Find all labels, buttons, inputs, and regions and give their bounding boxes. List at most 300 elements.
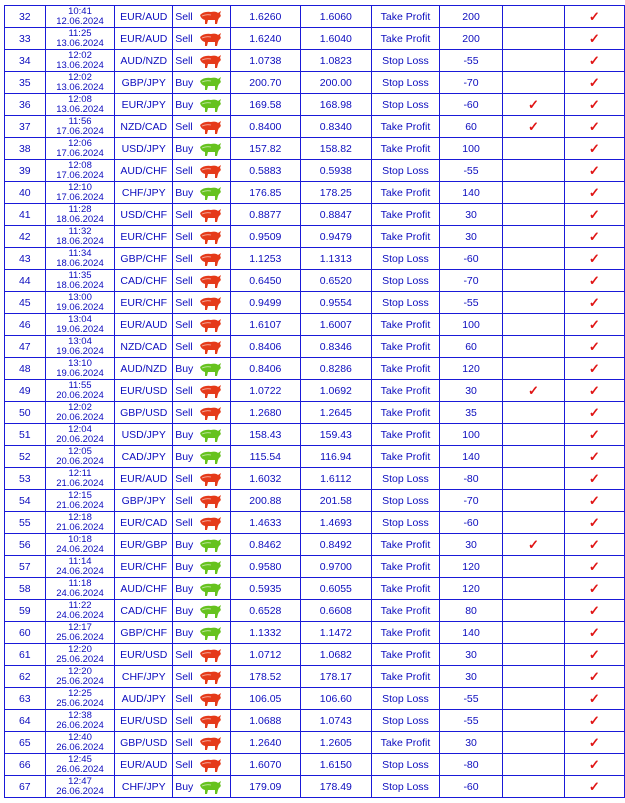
trade-direction (173, 490, 231, 512)
sell-bull-icon (197, 318, 223, 330)
trade-number: 43 (5, 248, 46, 270)
trade-direction (173, 50, 231, 72)
trade-result: Take Profit (372, 644, 440, 666)
close-price: 1.0692 (300, 380, 371, 402)
trade-result: Take Profit (372, 138, 440, 160)
check-mark-icon (503, 644, 564, 666)
close-price: 1.0743 (300, 710, 371, 732)
check-mark-icon (503, 688, 564, 710)
table-row (5, 380, 625, 402)
check-mark-icon: ✓ (564, 226, 624, 248)
trade-number: 65 (5, 732, 46, 754)
direction-label: Sell (175, 10, 193, 23)
open-price: 106.05 (231, 688, 301, 710)
direction-label: Sell (175, 208, 193, 221)
trade-direction (173, 644, 231, 666)
open-price: 0.8400 (231, 116, 301, 138)
trade-result: Stop Loss (372, 292, 440, 314)
close-price: 1.4693 (300, 512, 371, 534)
check-mark-icon: ✓ (564, 94, 624, 116)
trade-time: 12:08 (68, 93, 92, 105)
check-mark-icon (503, 292, 564, 314)
close-price: 178.17 (300, 666, 371, 688)
check-mark-icon (503, 248, 564, 270)
trade-date: 19.06.2024 (56, 323, 104, 335)
trade-datetime (45, 468, 115, 490)
currency-pair: CHF/JPY (115, 666, 173, 688)
trade-time: 11:14 (68, 555, 92, 567)
sell-bull-icon (197, 120, 223, 132)
currency-pair: CAD/CHF (115, 270, 173, 292)
direction-label: Sell (175, 494, 193, 507)
trade-time: 13:04 (68, 335, 92, 347)
trade-number: 45 (5, 292, 46, 314)
check-mark-icon: ✓ (564, 402, 624, 424)
trade-direction (173, 534, 231, 556)
trade-date: 26.06.2024 (56, 741, 104, 753)
table-row (5, 490, 625, 512)
check-mark-icon: ✓ (503, 94, 564, 116)
check-mark-icon (503, 424, 564, 446)
currency-pair: AUD/NZD (115, 50, 173, 72)
open-price: 1.1332 (231, 622, 301, 644)
trade-pips: -55 (439, 688, 502, 710)
check-mark-icon (503, 226, 564, 248)
trade-pips: -55 (439, 292, 502, 314)
trade-date: 24.06.2024 (56, 587, 104, 599)
currency-pair: EUR/AUD (115, 28, 173, 50)
trade-datetime (45, 710, 115, 732)
trade-direction (173, 732, 231, 754)
trade-pips: 35 (439, 402, 502, 424)
table-row (5, 160, 625, 182)
open-price: 0.5935 (231, 578, 301, 600)
trade-time: 11:32 (68, 225, 92, 237)
direction-label: Buy (175, 428, 194, 441)
check-mark-icon (503, 358, 564, 380)
trade-number: 64 (5, 710, 46, 732)
open-price: 157.82 (231, 138, 301, 160)
direction-label: Sell (175, 274, 193, 287)
trade-result: Stop Loss (372, 754, 440, 776)
currency-pair: USD/JPY (115, 138, 173, 160)
trade-result: Stop Loss (372, 468, 440, 490)
buy-bull-icon (197, 98, 223, 110)
check-mark-icon: ✓ (564, 292, 624, 314)
direction-label: Sell (175, 406, 193, 419)
trade-number: 60 (5, 622, 46, 644)
currency-pair: EUR/CAD (115, 512, 173, 534)
table-row (5, 336, 625, 358)
currency-pair: EUR/JPY (115, 94, 173, 116)
trade-direction (173, 380, 231, 402)
trade-time: 12:38 (68, 709, 92, 721)
trade-result: Take Profit (372, 226, 440, 248)
check-mark-icon (503, 28, 564, 50)
trade-datetime (45, 50, 115, 72)
currency-pair: CHF/JPY (115, 182, 173, 204)
open-price: 1.0712 (231, 644, 301, 666)
trade-direction (173, 182, 231, 204)
trade-number: 33 (5, 28, 46, 50)
trade-number: 67 (5, 776, 46, 798)
trade-number: 50 (5, 402, 46, 424)
check-mark-icon (503, 468, 564, 490)
trade-datetime (45, 336, 115, 358)
close-price: 106.60 (300, 688, 371, 710)
currency-pair: GBP/CHF (115, 622, 173, 644)
currency-pair: EUR/CHF (115, 556, 173, 578)
sell-bull-icon (197, 164, 223, 176)
trade-time: 12:47 (68, 775, 92, 787)
trade-datetime (45, 688, 115, 710)
trade-datetime (45, 446, 115, 468)
check-mark-icon (503, 204, 564, 226)
direction-label: Sell (175, 714, 193, 727)
sell-bull-icon (197, 384, 223, 396)
table-row (5, 182, 625, 204)
trade-number: 38 (5, 138, 46, 160)
check-mark-icon: ✓ (564, 556, 624, 578)
trade-pips: 100 (439, 138, 502, 160)
trade-result: Take Profit (372, 358, 440, 380)
direction-label: Sell (175, 736, 193, 749)
trade-date: 26.06.2024 (56, 763, 104, 775)
trade-pips: 120 (439, 556, 502, 578)
trade-number: 37 (5, 116, 46, 138)
trade-date: 13.06.2024 (56, 59, 104, 71)
check-mark-icon (503, 666, 564, 688)
check-mark-icon (503, 776, 564, 798)
trade-number: 48 (5, 358, 46, 380)
trade-time: 11:28 (68, 203, 92, 215)
close-price: 0.9700 (300, 556, 371, 578)
check-mark-icon (503, 270, 564, 292)
direction-label: Sell (175, 230, 193, 243)
direction-label: Buy (175, 142, 194, 155)
trade-date: 25.06.2024 (56, 697, 104, 709)
close-price: 0.9479 (300, 226, 371, 248)
trade-time: 12:05 (68, 445, 92, 457)
open-price: 178.52 (231, 666, 301, 688)
check-mark-icon: ✓ (564, 72, 624, 94)
trade-direction (173, 204, 231, 226)
trade-date: 19.06.2024 (56, 301, 104, 313)
currency-pair: GBP/USD (115, 732, 173, 754)
trade-datetime (45, 72, 115, 94)
buy-bull-icon (197, 604, 223, 616)
currency-pair: EUR/USD (115, 380, 173, 402)
table-row (5, 754, 625, 776)
trade-direction (173, 270, 231, 292)
direction-label: Sell (175, 692, 193, 705)
currency-pair: CHF/JPY (115, 776, 173, 798)
direction-label: Buy (175, 780, 194, 793)
trade-datetime (45, 160, 115, 182)
trade-result: Stop Loss (372, 270, 440, 292)
currency-pair: AUD/NZD (115, 358, 173, 380)
trade-date: 13.06.2024 (56, 103, 104, 115)
open-price: 1.2640 (231, 732, 301, 754)
trade-number: 59 (5, 600, 46, 622)
trade-number: 57 (5, 556, 46, 578)
trade-time: 12:15 (68, 489, 92, 501)
trade-datetime (45, 204, 115, 226)
trade-time: 11:34 (68, 247, 92, 259)
trade-datetime (45, 776, 115, 798)
close-price: 0.8340 (300, 116, 371, 138)
trade-time: 12:02 (68, 401, 92, 413)
check-mark-icon: ✓ (564, 644, 624, 666)
trade-number: 58 (5, 578, 46, 600)
trade-pips: -60 (439, 248, 502, 270)
trade-datetime (45, 556, 115, 578)
direction-label: Buy (175, 98, 194, 111)
trade-result: Stop Loss (372, 160, 440, 182)
check-mark-icon (503, 50, 564, 72)
open-price: 1.2680 (231, 402, 301, 424)
trade-date: 20.06.2024 (56, 455, 104, 467)
open-price: 200.70 (231, 72, 301, 94)
trade-datetime (45, 94, 115, 116)
trade-pips: 30 (439, 732, 502, 754)
check-mark-icon: ✓ (503, 116, 564, 138)
trade-number: 54 (5, 490, 46, 512)
trade-result: Stop Loss (372, 94, 440, 116)
open-price: 169.58 (231, 94, 301, 116)
trade-datetime (45, 600, 115, 622)
check-mark-icon: ✓ (564, 28, 624, 50)
close-price: 1.2645 (300, 402, 371, 424)
close-price: 1.0682 (300, 644, 371, 666)
trade-datetime (45, 116, 115, 138)
trades-table-body (5, 6, 625, 798)
table-row (5, 28, 625, 50)
close-price: 116.94 (300, 446, 371, 468)
check-mark-icon: ✓ (564, 336, 624, 358)
sell-bull-icon (197, 648, 223, 660)
open-price: 0.8877 (231, 204, 301, 226)
trade-number: 35 (5, 72, 46, 94)
trade-time: 11:18 (68, 577, 92, 589)
buy-bull-icon (197, 626, 223, 638)
trade-time: 12:25 (68, 687, 92, 699)
trade-result: Stop Loss (372, 688, 440, 710)
close-price: 1.1472 (300, 622, 371, 644)
check-mark-icon (503, 6, 564, 28)
check-mark-icon: ✓ (564, 358, 624, 380)
trade-direction (173, 6, 231, 28)
sell-bull-icon (197, 296, 223, 308)
trade-time: 12:20 (68, 665, 92, 677)
trade-time: 12:40 (68, 731, 92, 743)
check-mark-icon: ✓ (564, 138, 624, 160)
check-mark-icon (503, 160, 564, 182)
direction-label: Buy (175, 450, 194, 463)
trade-datetime (45, 182, 115, 204)
check-mark-icon: ✓ (564, 314, 624, 336)
close-price: 158.82 (300, 138, 371, 160)
trade-result: Stop Loss (372, 50, 440, 72)
table-row (5, 116, 625, 138)
trade-number: 47 (5, 336, 46, 358)
check-mark-icon (503, 732, 564, 754)
buy-bull-icon (197, 142, 223, 154)
check-mark-icon (503, 710, 564, 732)
check-mark-icon (503, 446, 564, 468)
close-price: 0.8346 (300, 336, 371, 358)
trade-number: 56 (5, 534, 46, 556)
trade-datetime (45, 534, 115, 556)
currency-pair: NZD/CAD (115, 336, 173, 358)
trade-date: 13.06.2024 (56, 37, 104, 49)
currency-pair: EUR/USD (115, 644, 173, 666)
trade-time: 13:10 (68, 357, 92, 369)
trade-direction (173, 688, 231, 710)
trade-date: 17.06.2024 (56, 191, 104, 203)
trade-date: 20.06.2024 (56, 433, 104, 445)
currency-pair: GBP/USD (115, 402, 173, 424)
check-mark-icon (503, 490, 564, 512)
trade-result: Take Profit (372, 424, 440, 446)
check-mark-icon: ✓ (564, 578, 624, 600)
trade-direction (173, 116, 231, 138)
currency-pair: AUD/JPY (115, 688, 173, 710)
table-row (5, 688, 625, 710)
table-row (5, 776, 625, 798)
check-mark-icon: ✓ (564, 116, 624, 138)
check-mark-icon: ✓ (564, 468, 624, 490)
trade-date: 12.06.2024 (56, 15, 104, 27)
table-row (5, 468, 625, 490)
trade-result: Take Profit (372, 622, 440, 644)
trade-direction (173, 402, 231, 424)
check-mark-icon: ✓ (564, 6, 624, 28)
close-price: 201.58 (300, 490, 371, 512)
currency-pair: CAD/JPY (115, 446, 173, 468)
trade-result: Take Profit (372, 732, 440, 754)
open-price: 1.4633 (231, 512, 301, 534)
trade-result: Take Profit (372, 28, 440, 50)
close-price: 0.8847 (300, 204, 371, 226)
trade-datetime (45, 622, 115, 644)
open-price: 1.1253 (231, 248, 301, 270)
trade-pips: -55 (439, 50, 502, 72)
close-price: 1.6150 (300, 754, 371, 776)
table-row (5, 578, 625, 600)
trade-result: Take Profit (372, 182, 440, 204)
table-row (5, 292, 625, 314)
direction-label: Sell (175, 120, 193, 133)
trade-time: 11:55 (68, 379, 92, 391)
open-price: 0.6528 (231, 600, 301, 622)
close-price: 0.6520 (300, 270, 371, 292)
buy-bull-icon (197, 362, 223, 374)
check-mark-icon: ✓ (564, 688, 624, 710)
check-mark-icon (503, 182, 564, 204)
trade-datetime (45, 138, 115, 160)
currency-pair: NZD/CAD (115, 116, 173, 138)
trade-result: Take Profit (372, 556, 440, 578)
buy-bull-icon (197, 780, 223, 792)
currency-pair: EUR/AUD (115, 314, 173, 336)
trade-direction (173, 358, 231, 380)
trade-time: 11:25 (68, 27, 92, 39)
table-row (5, 314, 625, 336)
direction-label: Sell (175, 296, 193, 309)
trade-date: 21.06.2024 (56, 521, 104, 533)
close-price: 178.49 (300, 776, 371, 798)
trade-result: Stop Loss (372, 72, 440, 94)
check-mark-icon: ✓ (564, 666, 624, 688)
trade-direction (173, 248, 231, 270)
check-mark-icon: ✓ (503, 380, 564, 402)
currency-pair: AUD/CHF (115, 578, 173, 600)
direction-label: Buy (175, 560, 194, 573)
table-row (5, 556, 625, 578)
direction-label: Buy (175, 186, 194, 199)
table-row (5, 732, 625, 754)
trade-result: Stop Loss (372, 710, 440, 732)
trade-direction (173, 754, 231, 776)
sell-bull-icon (197, 10, 223, 22)
open-price: 1.6032 (231, 468, 301, 490)
direction-label: Sell (175, 758, 193, 771)
trade-direction (173, 160, 231, 182)
trade-pips: 60 (439, 336, 502, 358)
check-mark-icon: ✓ (564, 490, 624, 512)
trade-result: Take Profit (372, 578, 440, 600)
close-price: 1.6112 (300, 468, 371, 490)
table-row (5, 512, 625, 534)
table-row (5, 534, 625, 556)
direction-label: Sell (175, 252, 193, 265)
check-mark-icon: ✓ (564, 204, 624, 226)
trade-pips: 30 (439, 380, 502, 402)
trade-result: Take Profit (372, 336, 440, 358)
buy-bull-icon (197, 428, 223, 440)
open-price: 1.6070 (231, 754, 301, 776)
table-row (5, 446, 625, 468)
trade-datetime (45, 424, 115, 446)
trade-date: 17.06.2024 (56, 125, 104, 137)
buy-bull-icon (197, 560, 223, 572)
direction-label: Buy (175, 604, 194, 617)
open-price: 0.9499 (231, 292, 301, 314)
check-mark-icon: ✓ (564, 248, 624, 270)
trade-pips: -70 (439, 490, 502, 512)
trade-date: 25.06.2024 (56, 675, 104, 687)
check-mark-icon: ✓ (503, 534, 564, 556)
trade-date: 26.06.2024 (56, 785, 104, 797)
trade-direction (173, 666, 231, 688)
trade-pips: 120 (439, 578, 502, 600)
trade-time: 12:06 (68, 137, 92, 149)
check-mark-icon (503, 578, 564, 600)
trade-pips: 30 (439, 226, 502, 248)
trade-direction (173, 28, 231, 50)
open-price: 0.8406 (231, 336, 301, 358)
trade-number: 46 (5, 314, 46, 336)
trade-direction (173, 72, 231, 94)
trade-pips: 60 (439, 116, 502, 138)
close-price: 0.5938 (300, 160, 371, 182)
trade-date: 25.06.2024 (56, 631, 104, 643)
trade-datetime (45, 402, 115, 424)
trade-number: 52 (5, 446, 46, 468)
trade-date: 24.06.2024 (56, 609, 104, 621)
trade-pips: 200 (439, 6, 502, 28)
